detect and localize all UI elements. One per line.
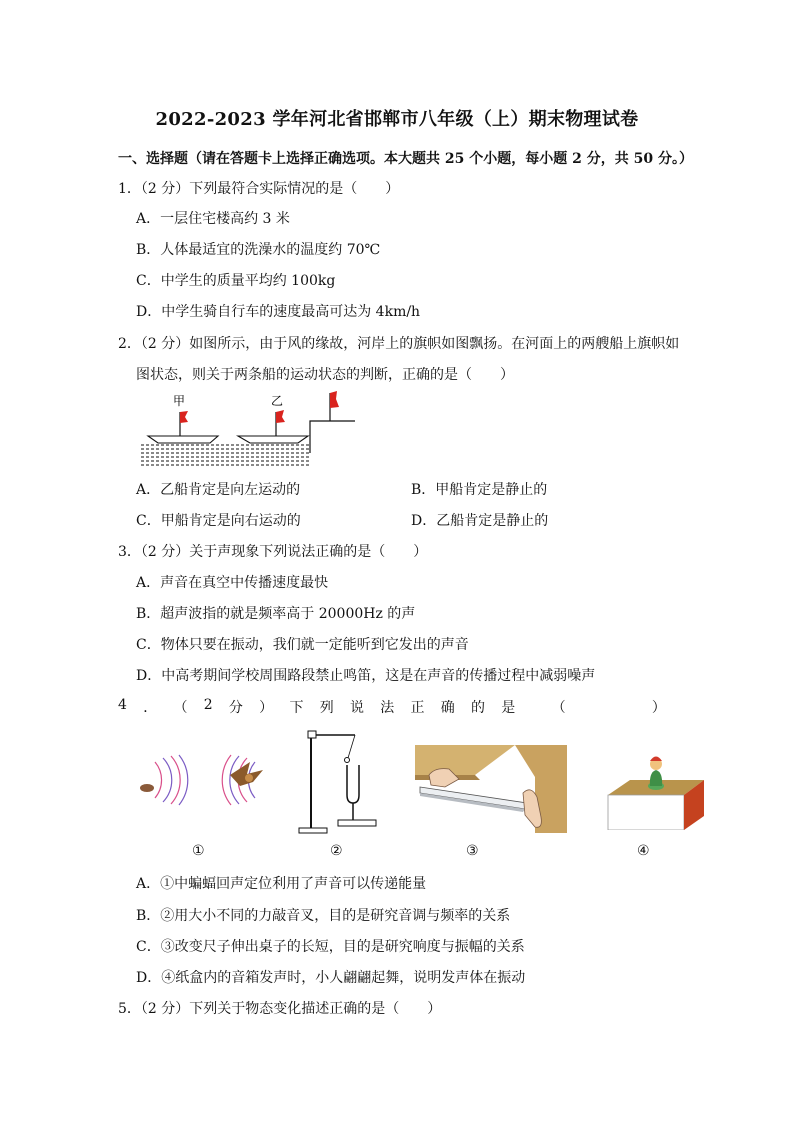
q1-option-d: D．中学生骑自行车的速度最高可达为 4km/h [136, 304, 421, 320]
q4-option-c: C．③改变尺子伸出桌子的长短，目的是研究响度与振幅的关系 [136, 939, 525, 955]
q4-option-b: B．②用大小不同的力敲音叉，目的是研究音调与频率的关系 [136, 908, 511, 924]
q5-stem: 5．（2 分）下列关于物态变化描述正确的是（ ） [118, 1001, 442, 1017]
q1-stem: 1．（2 分）下列最符合实际情况的是（ ） [118, 181, 400, 197]
q2-stem-line2: 图状态，则关于两条船的运动状态的判断，正确的是（ ） [136, 367, 514, 383]
q1-option-b: B．人体最适宜的洗澡水的温度约 70℃ [136, 242, 381, 258]
q1-option-c: C．中学生的质量平均约 100kg [136, 273, 336, 289]
q2-option-c: C．甲船肯定是向右运动的 [136, 513, 301, 529]
q4-stem: 4 ． （ 2 分 ） 下 列 说 法 正 确 的 是 （ ） [118, 697, 666, 716]
tuning-fork-figure [293, 725, 383, 835]
boat-jia-flag [180, 411, 188, 423]
bat-echolocation-figure [135, 750, 270, 810]
section-heading: 一、选择题（请在答题卡上选择正确选项。本大题共 25 个小题，每小题 2 分，共 50 分。） [118, 151, 693, 167]
ruler-table-figure [415, 745, 567, 833]
q1-option-a: A．一层住宅楼高约 3 米 [136, 211, 290, 227]
caption-1: ① [192, 843, 205, 859]
q2-option-d: D．乙船肯定是静止的 [411, 513, 549, 529]
q3-option-a: A．声音在真空中传播速度最快 [136, 575, 329, 591]
q4-option-a: A．①中蝙蝠回声定位利用了声音可以传递能量 [136, 876, 427, 892]
water-lines [141, 445, 310, 465]
bank-flag [330, 391, 339, 408]
q2-option-b: B．甲船肯定是静止的 [411, 482, 548, 498]
caption-2: ② [330, 843, 343, 859]
boat-yi-flag [276, 410, 285, 423]
q3-option-b: B．超声波指的就是频率高于 20000Hz 的声 [136, 606, 416, 622]
insect [140, 784, 154, 792]
boats-figure [138, 388, 360, 468]
boat-yi [238, 436, 308, 443]
q4-option-d: D．④纸盒内的音箱发声时，小人翩翩起舞，说明发声体在振动 [136, 970, 526, 986]
label-yi: 乙 [271, 394, 284, 408]
dancing-figure-box [606, 750, 706, 830]
caption-3: ③ [466, 843, 479, 859]
q3-option-c: C．物体只要在振动，我们就一定能听到它发出的声音 [136, 637, 469, 653]
q2-option-a: A．乙船肯定是向左运动的 [136, 482, 301, 498]
river-bank [310, 421, 355, 453]
q3-stem: 3．（2 分）关于声现象下列说法正确的是（ ） [118, 544, 428, 560]
q3-option-d: D．中高考期间学校周围路段禁止鸣笛，这是在声音的传播过程中减弱噪声 [136, 668, 596, 684]
q2-stem-line1: 2．（2 分）如图所示，由于风的缘故，河岸上的旗帜如图飘扬。在河面上的两艘船上旗帜如 [118, 336, 680, 352]
bat [230, 762, 263, 786]
caption-4: ④ [637, 843, 650, 859]
page-title: 2022-2023 学年河北省邯郸市八年级（上）期末物理试卷 [155, 109, 639, 130]
label-jia: 甲 [173, 394, 186, 408]
boat-jia [148, 436, 218, 443]
